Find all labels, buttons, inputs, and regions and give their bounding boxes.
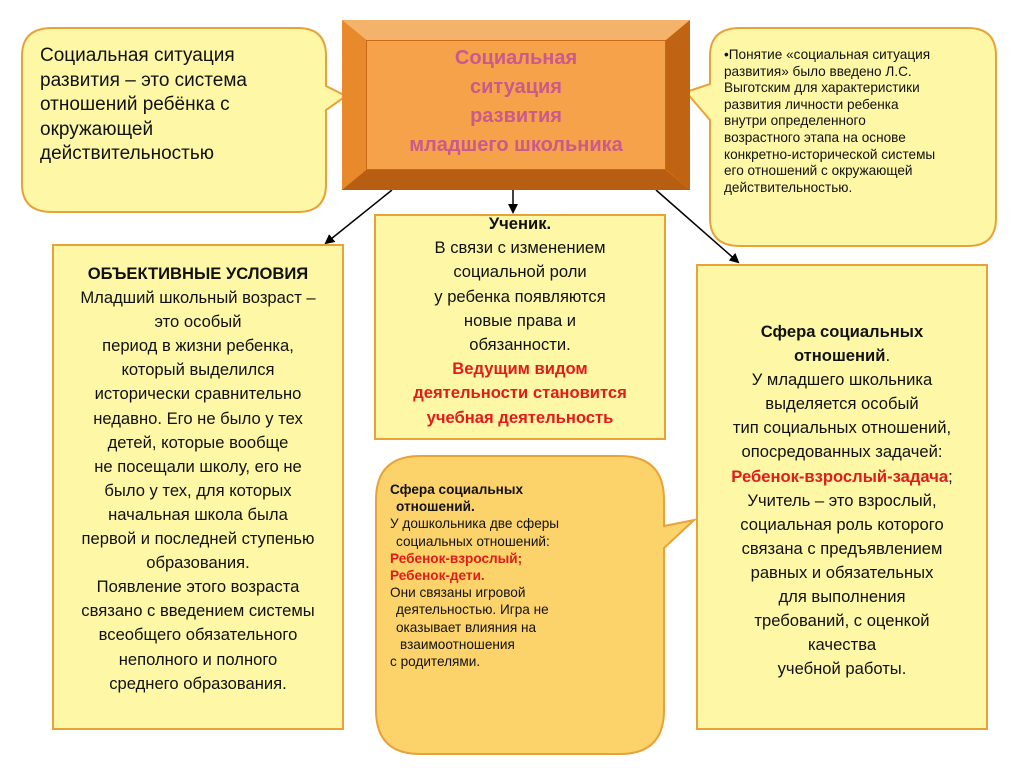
sphere-junior-line: для выполнения — [778, 587, 906, 607]
definition-line: окружающей — [40, 118, 154, 140]
sphere-junior-highlight: Ребенок-взрослый-задача — [731, 466, 949, 486]
sphere-junior-heading: отношений — [793, 346, 886, 366]
title-line: развития — [470, 105, 562, 127]
sphere-preschool-line: деятельностью. Игра не — [396, 602, 549, 618]
sphere-preschool-highlight: Ребенок-дети. — [390, 568, 485, 584]
note-line: внутри определенного — [724, 113, 866, 129]
pupil-highlight: деятельности становится — [413, 383, 627, 403]
sphere-preschool-line: социальных отношений: — [396, 533, 550, 549]
pupil-line: у ребенка появляются — [434, 286, 606, 306]
sphere-junior-line: учебной работы. — [777, 659, 907, 679]
objective-line: Появление этого возраста — [96, 577, 300, 597]
sphere-junior-line: опосредованных задачей: — [741, 442, 943, 462]
note-line: развития» было введено Л.С. — [724, 63, 912, 79]
sphere-junior-line: Учитель – это взрослый, — [747, 490, 937, 510]
objective-line: детей, которые вообще — [107, 432, 289, 452]
pupil-line: В связи с изменением — [434, 238, 606, 258]
objective-line: среднего образования. — [109, 673, 287, 693]
pupil-highlight: Ведущим видом — [452, 359, 588, 379]
sphere-preschool-heading: отношений. — [396, 499, 475, 515]
sphere-junior-highlight-tail: ; — [948, 466, 953, 486]
pupil-highlight: учебная деятельность — [426, 407, 614, 427]
objective-line: всеобщего обязательного — [98, 625, 298, 645]
sphere-preschool-highlight: Ребенок-взрослый; — [390, 550, 523, 566]
sphere-junior-line: социальная роль которого — [740, 514, 944, 534]
sphere-preschool-line: Они связаны игровой — [390, 585, 526, 601]
objective-line: неполного и полного — [118, 649, 278, 669]
sphere-junior-heading-tail: . — [885, 346, 891, 366]
objective-line: который выделился — [121, 360, 275, 380]
objective-line: первой и последней ступенью — [81, 529, 315, 549]
sphere-junior-line: выделяется особый — [765, 394, 919, 414]
sphere-junior-line: У младшего школьника — [751, 370, 933, 390]
note-line: развития личности ребенка — [724, 96, 899, 112]
definition-line: Социальная ситуация — [40, 45, 235, 66]
title-line: Социальная — [454, 47, 578, 69]
sphere-junior-heading: Сфера социальных — [760, 322, 924, 341]
sphere-preschool-line: оказывает влияния на — [396, 619, 537, 635]
sphere-junior-line: связана с предъявлением — [741, 538, 943, 558]
note-line: действительностью. — [724, 179, 853, 195]
note-line: Выготским для характеристики — [724, 80, 920, 96]
pupil-heading: Ученик. — [488, 214, 552, 233]
objective-line: недавно. Его не было у тех — [93, 408, 303, 428]
objective-line: начальная школа была — [108, 504, 288, 524]
sphere-preschool-line: взаимоотношения — [400, 636, 515, 652]
objective-line: было у тех, для которых — [104, 480, 292, 500]
objective-line: не посещали школу, его не — [94, 456, 302, 476]
sphere-junior-line: качества — [807, 635, 877, 655]
pupil-line: обязанности. — [469, 335, 571, 355]
sphere-preschool-line: с родителями. — [390, 654, 481, 670]
objective-heading: ОБЪЕКТИВНЫЕ УСЛОВИЯ — [87, 264, 309, 283]
objective-line: это особый — [154, 312, 242, 332]
note-line: его отношений с окружающей — [724, 163, 913, 179]
objective-line: исторически сравнительно — [94, 384, 302, 404]
sphere-preschool-text — [390, 481, 655, 670]
pupil-line: социальной роли — [453, 262, 587, 282]
sphere-junior-line: равных и обязательных — [750, 562, 934, 582]
note-line: конкретно-исторической системы — [724, 146, 936, 162]
sphere-junior-line: тип социальных отношений, — [732, 418, 952, 438]
definition-line: отношений ребёнка с — [40, 94, 230, 115]
objective-line: период в жизни ребенка, — [102, 336, 294, 356]
note-line: •Понятие «социальная ситуация — [724, 47, 931, 62]
definition-line: действительностью — [40, 143, 214, 164]
sphere-junior-text — [698, 320, 986, 681]
sphere-preschool-heading: Сфера социальных — [390, 482, 524, 497]
objective-line: связано с введением системы — [81, 601, 315, 621]
sphere-preschool-line: У дошкольника две сферы — [390, 516, 560, 532]
objective-line: Младший школьный возраст – — [80, 288, 316, 308]
objective-line: образования. — [146, 553, 250, 573]
title-line: младшего школьника — [409, 134, 623, 156]
note-line: возрастного этапа на основе — [724, 129, 906, 145]
pupil-line: новые права и — [463, 310, 577, 330]
title-line: ситуация — [470, 76, 562, 98]
definition-line: развития – это система — [40, 69, 247, 91]
sphere-junior-line: требований, с оценкой — [754, 611, 930, 631]
